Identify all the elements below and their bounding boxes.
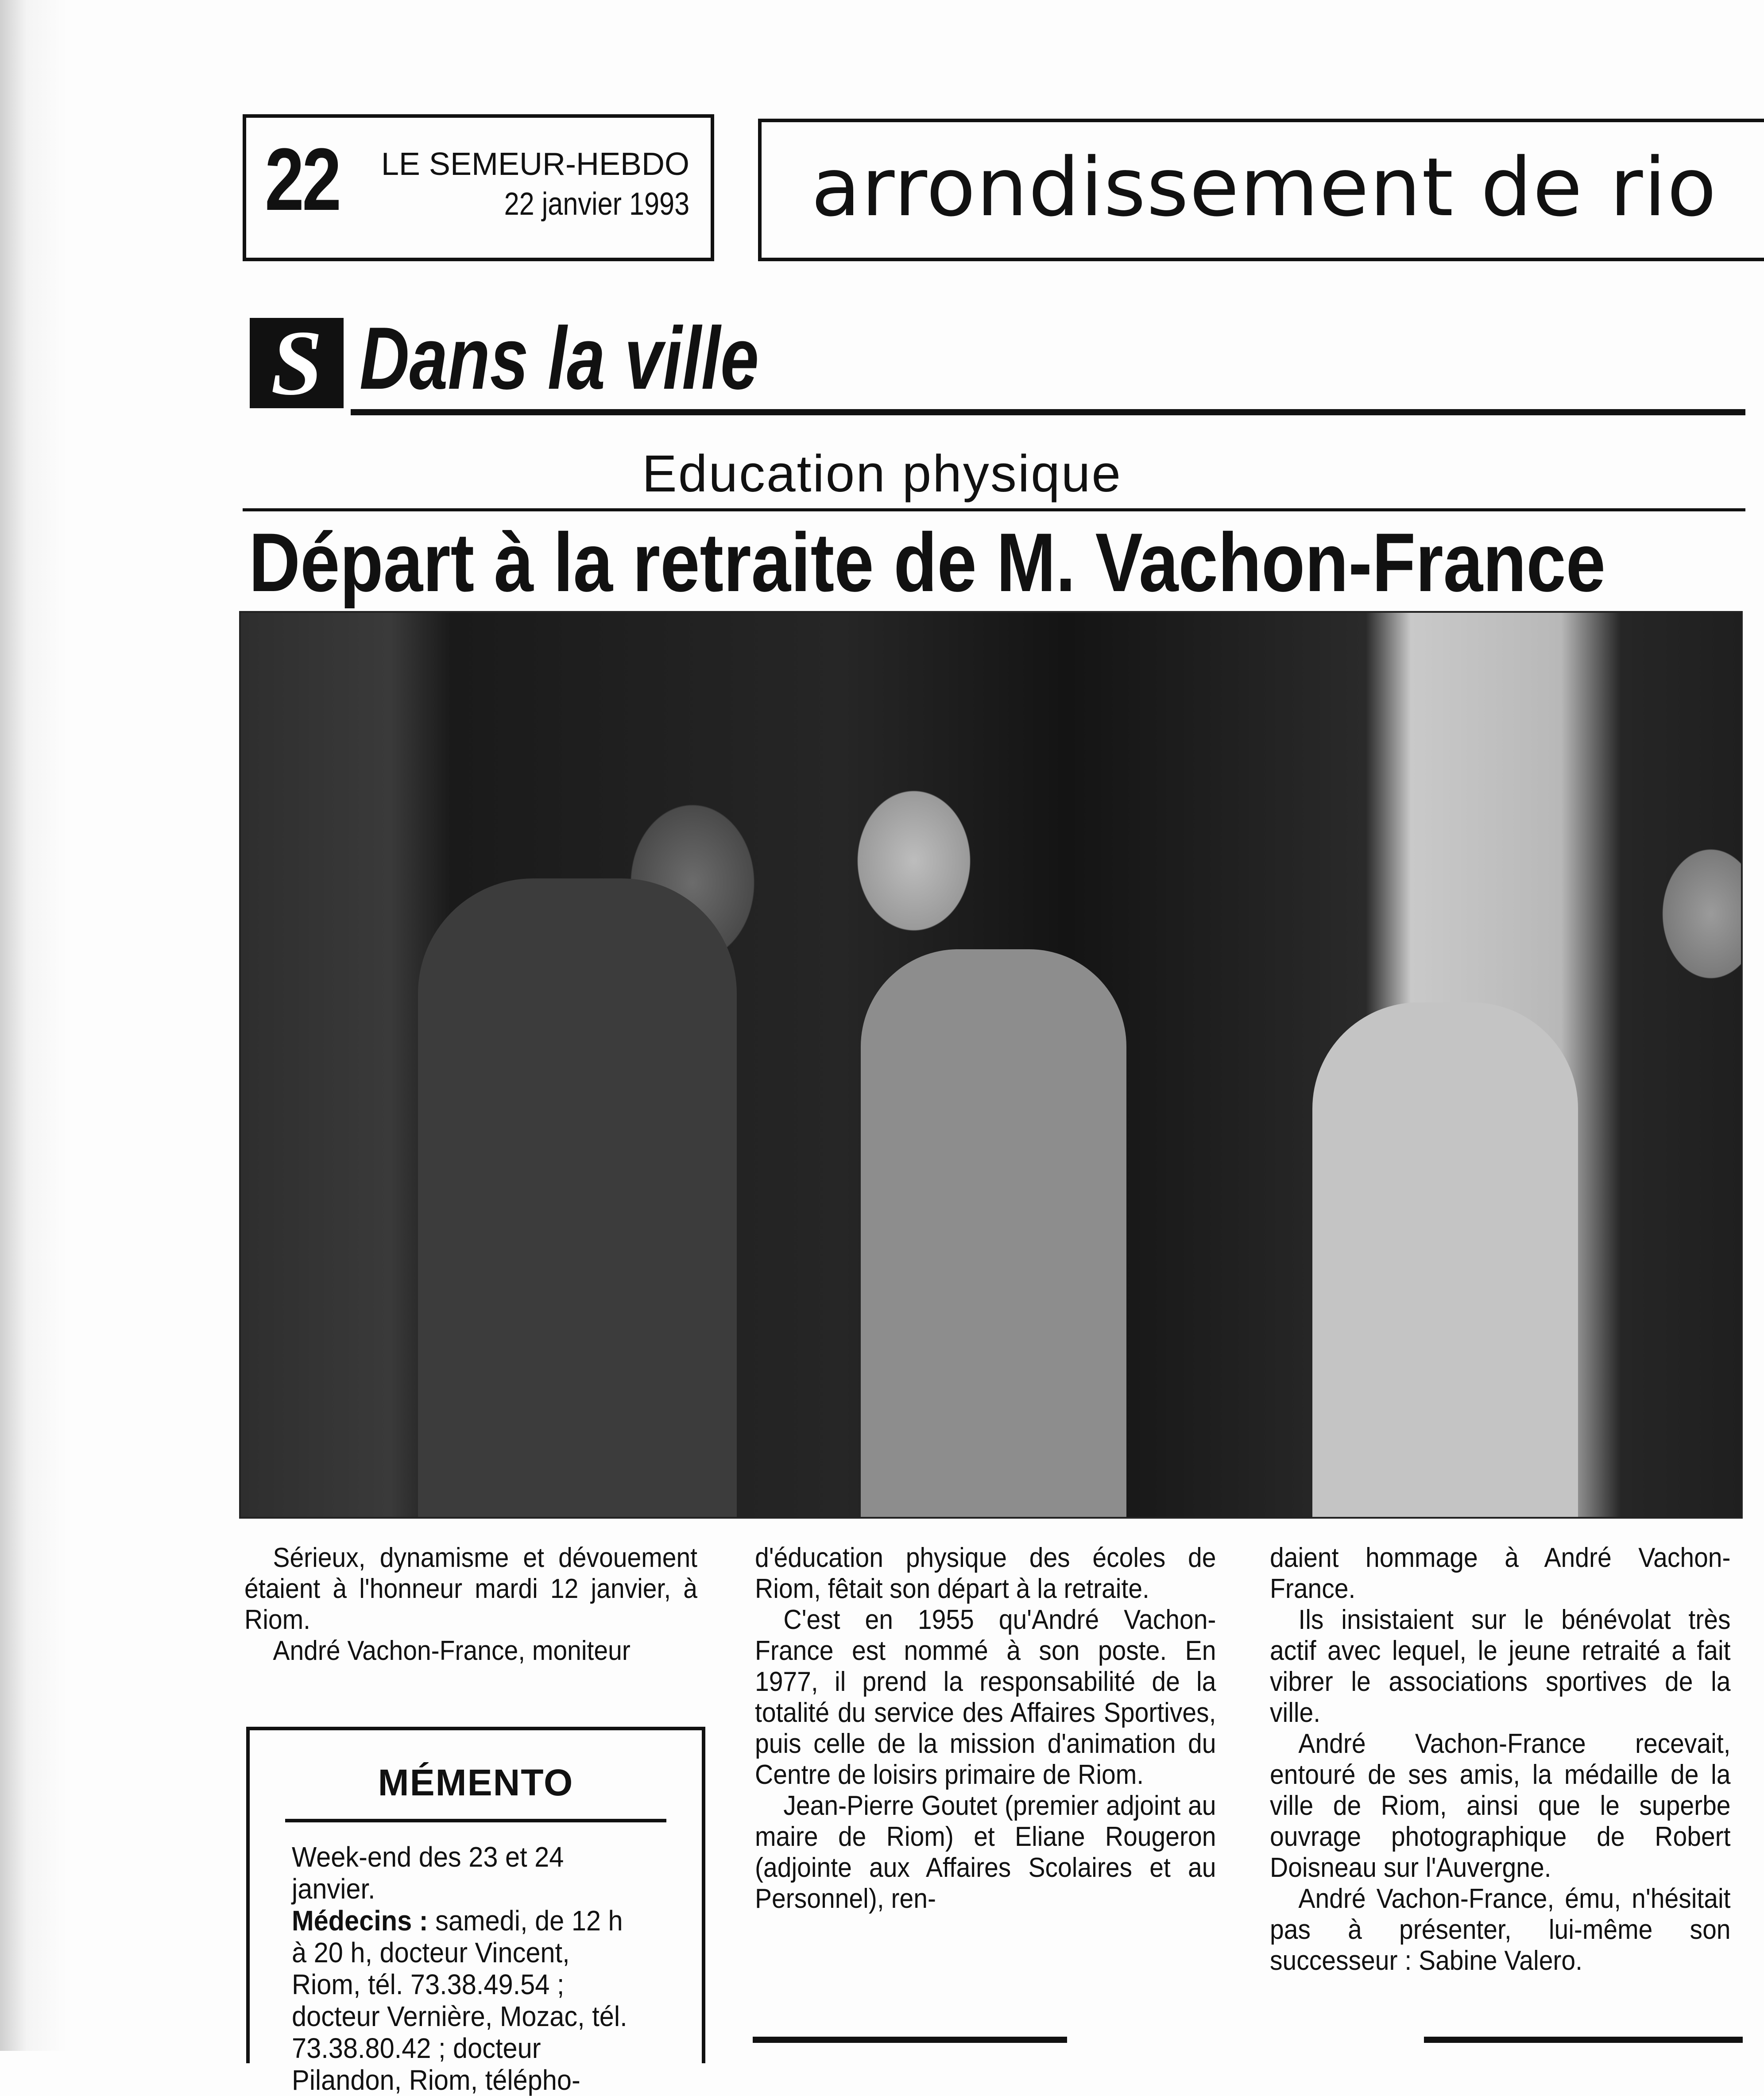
paper-name: LE SEMEUR-HEBDO xyxy=(381,147,689,182)
page-info-box xyxy=(243,114,714,261)
paragraph: daient hommage à André Vachon-France. xyxy=(1270,1543,1731,1604)
memento-intro: Week-end des 23 et 24 janvier. xyxy=(292,1841,564,1905)
article-kicker: Education physique xyxy=(642,445,1122,503)
section-title: arrondissement de rio xyxy=(811,140,1718,234)
column-rule xyxy=(1424,2037,1743,2043)
paragraph: André Vachon-France recevait, entouré de ses amis, la médaille de la ville de Riom, ainsi que le superbe ouvrage photographique de Robert Doisneau sur l'Auvergne. xyxy=(1270,1729,1731,1883)
paragraph: Ils insistaient sur le bénévolat très actif avec lequel, le jeune retraité a fait vibrer le associations sportives de la ville. xyxy=(1270,1605,1731,1728)
page-number: 22 xyxy=(265,130,340,229)
paragraph: Sérieux, dynamisme et dévouement étaient à l'honneur mardi 12 janvier, à Riom. xyxy=(244,1543,698,1635)
article-column-2 xyxy=(755,1543,1216,1914)
paragraph: d'éducation physique des écoles de Riom, fêtait son départ à la retraite. xyxy=(755,1543,1216,1604)
article-photo xyxy=(239,611,1743,1519)
section-box xyxy=(758,119,1764,261)
rubrique-title: Dans la ville xyxy=(360,309,759,408)
photo-figure-left xyxy=(418,878,737,1519)
column-rule xyxy=(753,2037,1067,2043)
page-edge-shadow xyxy=(0,0,66,2051)
paragraph: André Vachon-France, moniteur xyxy=(273,1636,631,1666)
article-column-1 xyxy=(244,1543,697,1667)
memento-title: MÉMENTO xyxy=(378,1762,574,1803)
memento-medecins xyxy=(292,1905,640,2096)
memento-text xyxy=(292,1841,640,2096)
paper-info xyxy=(381,144,689,224)
issue-date: 22 janvier 1993 xyxy=(504,186,689,222)
medecins-text: samedi, de 12 h à 20 h, docteur Vincent, Riom, tél. 73.38.49.54 ; docteur Vernière, Mozac, tél. 73.38.80.42 ; docteur Pilandon, Riom, télépho- xyxy=(292,1905,627,2096)
photo-figure-center xyxy=(861,949,1126,1519)
photo-figure-right xyxy=(1312,1002,1578,1519)
paragraph: C'est en 1955 qu'André Vachon-France est nommé à son poste. En 1977, il prend la responsabilité de la totalité du service des Affaires Sportives, puis celle de la mission d'animation du Centre de loisirs primaire de Riom. xyxy=(755,1605,1216,1790)
medecins-label: Médecins : xyxy=(292,1905,428,1937)
article-headline: Départ à la retraite de M. Vachon-France xyxy=(249,516,1606,609)
paragraph: André Vachon-France, ému, n'hésitait pas à présenter, lui-même son successeur : Sabine Valero. xyxy=(1270,1883,1731,1976)
memento-rule xyxy=(285,1819,666,1822)
memento-box xyxy=(246,1727,705,2096)
article-column-3 xyxy=(1270,1543,1731,1976)
rubrique-rule xyxy=(351,409,1745,415)
paragraph: Jean-Pierre Goutet (premier adjoint au maire de Riom) et Eliane Rougeron (adjointe aux Affaires Scolaires et au Personnel), ren- xyxy=(755,1790,1216,1914)
semeur-logo: S xyxy=(250,318,344,408)
